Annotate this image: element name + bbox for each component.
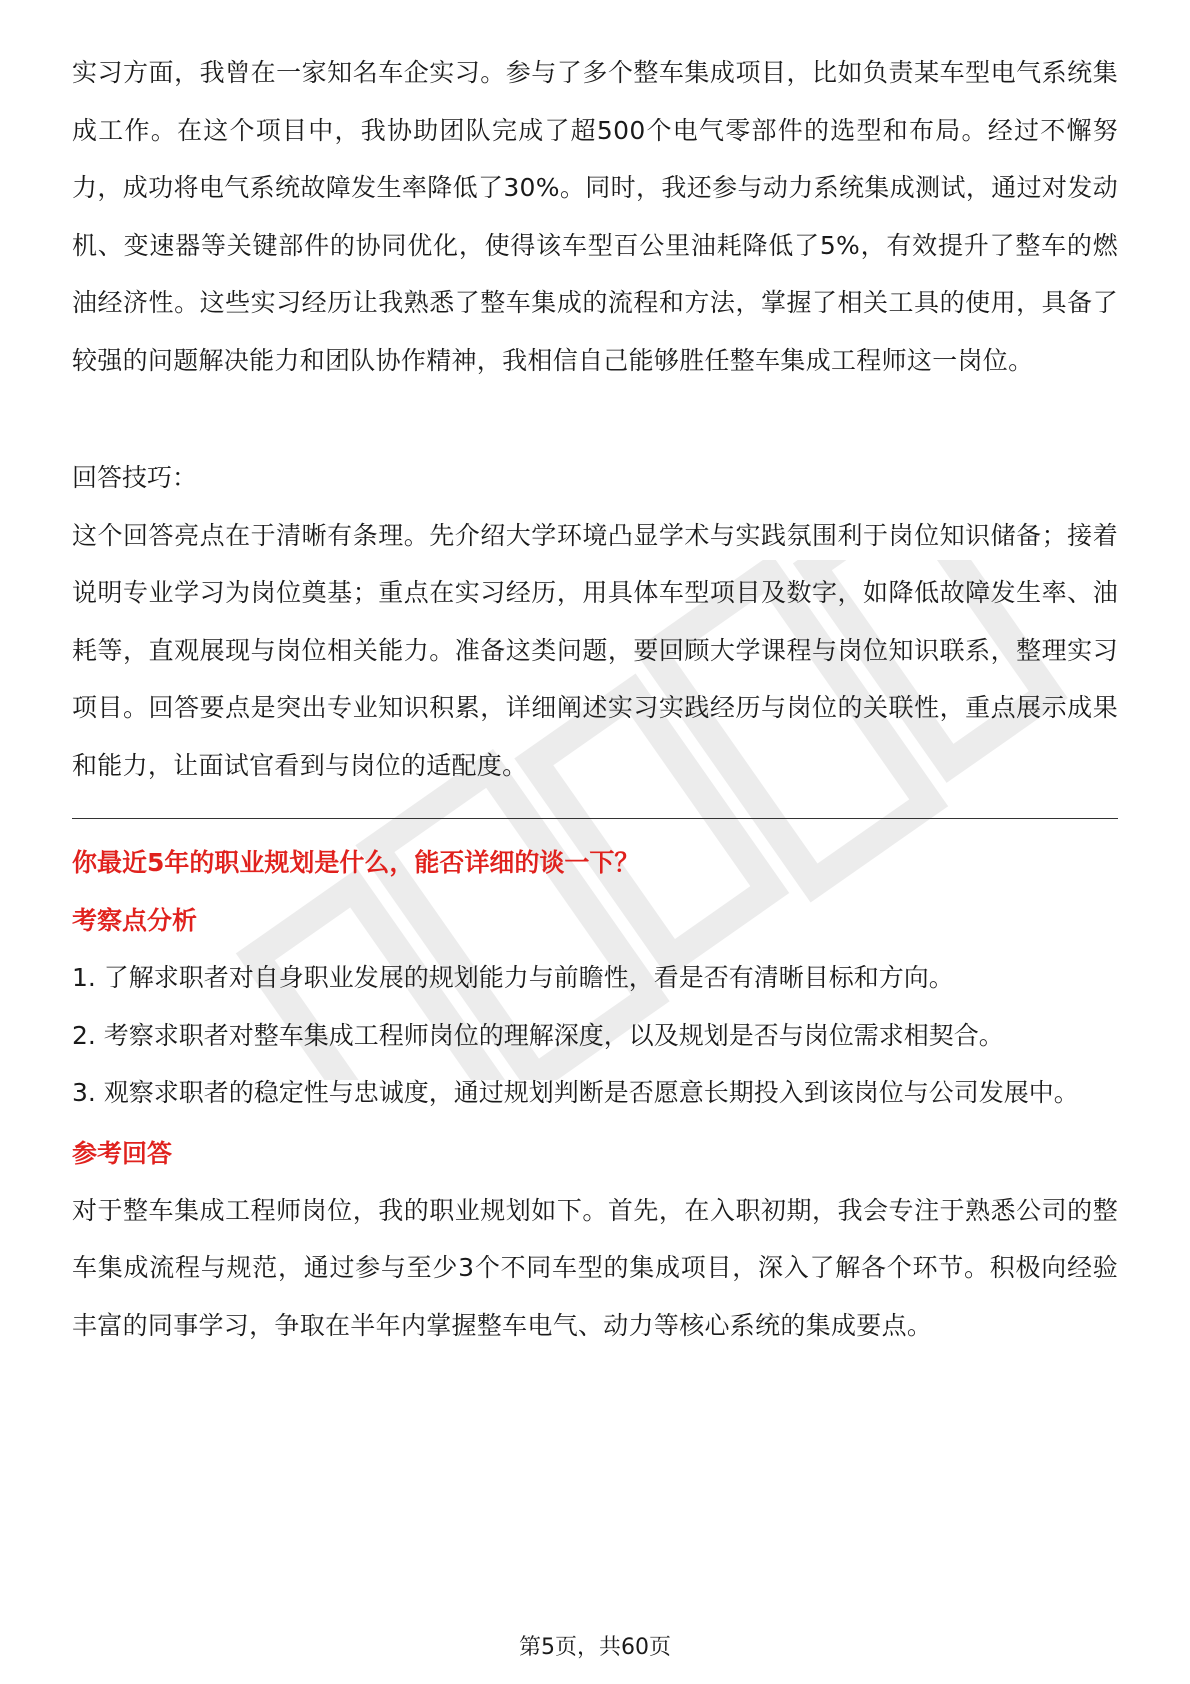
tips-label: 回答技巧： — [72, 463, 198, 492]
analysis-item: 3. 观察求职者的稳定性与忠诚度，通过规划判断是否愿意长期投入到该岗位与公司发展中。 — [72, 1078, 1079, 1107]
analysis-item: 2. 考察求职者对整车集成工程师岗位的理解深度，以及规划是否与岗位需求相契合。 — [72, 1020, 1004, 1050]
spacer — [72, 389, 1118, 449]
intro-paragraph: 实习方面，我曾在一家知名车企实习。参与了多个整车集成项目，比如负责某车型电气系统集成工作。在这个项目中，我协助团队完成了超500个电气零部件的选型和布局。经过不懈努力，成功将电气系统故障发生率降低了30%。同时，我还参与动力系统集成测试，通过对发动机、变速器等关键部件的协同优化，使得该车型百公里油耗降低了5%，有效提升了整车的燃油经济性。这些实习经历让我熟悉了整车集成的流程和方法，掌握了相关工具的使用，具备了较强的问题解决能力和团队协作精神，我相信自己能够胜任整车集成工程师这一岗位。 — [72, 58, 1118, 375]
analysis-item: 1. 了解求职者对自身职业发展的规划能力与前瞻性，看是否有清晰目标和方向。 — [72, 963, 954, 992]
analysis-title: 考察点分析 — [72, 906, 198, 935]
page-number: 第5页，共60页 — [519, 1635, 671, 1660]
reference-paragraph: 对于整车集成工程师岗位，我的职业规划如下。首先，在入职初期，我会专注于熟悉公司的整车集成流程与规范，通过参与至少3个不同车型的集成项目，深入了解各个环节。积极向经验丰富的同事学习，争取在半年内掌握整车电气、动力等核心系统的集成要点。 — [72, 1195, 1118, 1340]
section-divider — [72, 818, 1118, 819]
reference-title: 参考回答 — [72, 1138, 173, 1168]
document-page — [72, 44, 1118, 1354]
tips-paragraph: 这个回答亮点在于清晰有条理。先介绍大学环境凸显学术与实践氛围利于岗位知识储备；接着说明专业学习为岗位奠基；重点在实习经历，用具体车型项目及数字，如降低故障发生率、油耗等，直观展现与岗位相关能力。准备这类问题，要回顾大学课程与岗位知识联系，整理实习项目。回答要点是突出专业知识积累，详细阐述实习实践经历与岗位的关联性，重点展示成果和能力，让面试官看到与岗位的适配度。 — [72, 520, 1118, 780]
question-heading: 你最近5年的职业规划是什么，能否详细的谈一下？ — [72, 848, 640, 877]
